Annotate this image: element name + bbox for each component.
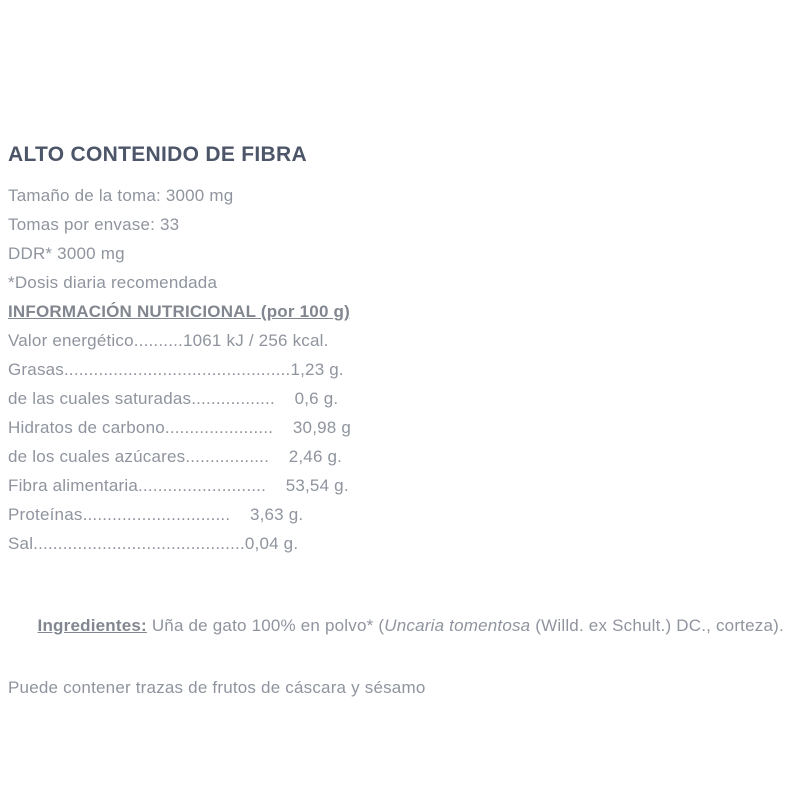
nutrition-row-sugars: de los cuales azúcares................. 2,46 g.: [8, 447, 343, 466]
allergen-note: Puede contener trazas de frutos de cáscara y sésamo: [8, 678, 426, 697]
high-fiber-heading: ALTO CONTENIDO DE FIBRA: [8, 143, 307, 166]
nutrition-row-fat: Grasas..............................................1,23 g.: [8, 360, 344, 379]
nutrition-row-carbohydrates: Hidratos de carbono...................... 30,98 g: [8, 418, 352, 437]
ingredients-text-before-latin: Uña de gato 100% en polvo* (: [146, 616, 385, 635]
nutrition-row-salt: Sal...........................................0,04 g.: [8, 534, 299, 553]
nutrition-row-energy: Valor energético..........1061 kJ / 256 kcal.: [8, 331, 329, 350]
ddr-line: DDR* 3000 mg: [8, 244, 125, 263]
nutrition-label-content: [8, 143, 792, 702]
nutrition-table-title: INFORMACIÓN NUTRICIONAL (por 100 g): [8, 302, 350, 321]
ingredients-line: [8, 582, 792, 669]
ingredients-text-after-latin: (Willd. ex Schult.) DC., corteza).: [530, 616, 784, 635]
ingredients-label: Ingredientes:: [37, 616, 147, 635]
serving-size-line: Tamaño de la toma: 3000 mg: [8, 186, 234, 205]
nutrition-row-fiber: Fibra alimentaria.......................... 53,54 g.: [8, 476, 349, 495]
nutrition-row-protein: Proteínas.............................. 3,63 g.: [8, 505, 304, 524]
servings-per-container-line: Tomas por envase: 33: [8, 215, 180, 234]
nutrition-row-saturated-fat: de las cuales saturadas................. 0,6 g.: [8, 389, 339, 408]
ingredients-latin-name: Uncaria tomentosa: [384, 616, 531, 635]
ddr-footnote-line: *Dosis diaria recomendada: [8, 273, 218, 292]
